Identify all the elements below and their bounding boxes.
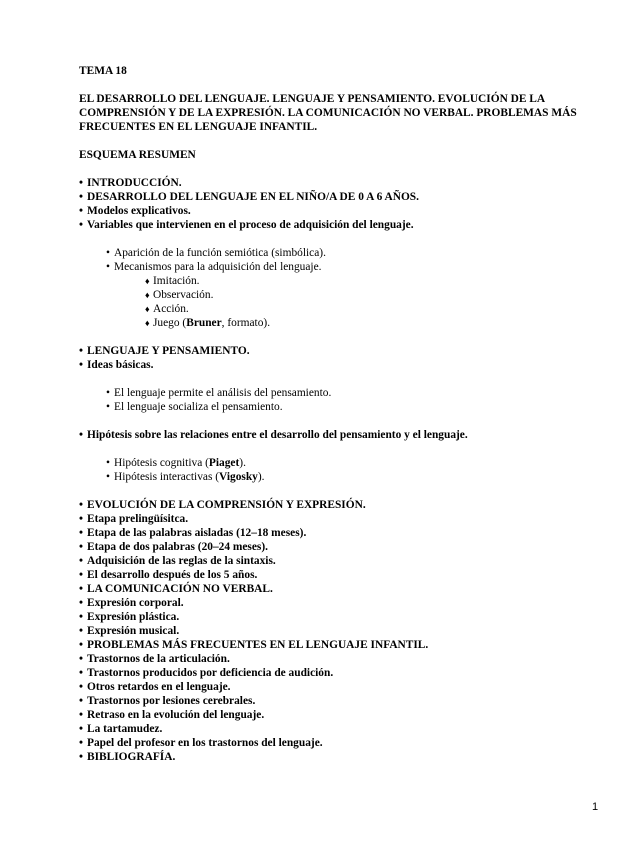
title-line: FRECUENTES EN EL LENGUAJE INFANTIL.	[79, 121, 318, 133]
outline-item: • Etapa de las palabras aisladas (12–18 meses).	[79, 527, 307, 539]
mechanism-item: ♦ Acción.	[145, 303, 189, 315]
outline-item: • EVOLUCIÓN DE LA COMPRENSIÓN Y EXPRESIÓN.	[79, 499, 366, 511]
bullet-icon: •	[79, 345, 83, 357]
diamond-icon: ♦	[145, 304, 150, 314]
mechanism-item: ♦ Observación.	[145, 289, 214, 301]
outline-item: • Expresión corporal.	[79, 597, 184, 609]
bullet-icon: •	[79, 499, 83, 511]
bullet-icon: •	[79, 555, 83, 567]
bullet-icon: •	[79, 625, 83, 637]
outline-item: • Etapa prelingüísitca.	[79, 513, 189, 525]
outline-item: • Papel del profesor en los trastornos del lenguaje.	[79, 737, 323, 749]
outline-item: • Variables que intervienen en el proceso de adquisición del lenguaje.	[79, 219, 414, 231]
bullet-icon: •	[106, 401, 110, 413]
outline-group-3	[79, 498, 579, 764]
outline-item: • Expresión musical.	[79, 625, 180, 637]
bullet-icon: •	[79, 177, 83, 189]
bullet-icon: •	[79, 583, 83, 595]
bullet-icon: •	[79, 219, 83, 231]
hypothesis-item: • Hipótesis interactivas (Vigosky).	[106, 471, 265, 483]
outline-item: • La tartamudez.	[79, 723, 163, 735]
diamond-icon: ♦	[145, 276, 150, 286]
mechanism-list	[79, 274, 579, 330]
bullet-icon: •	[106, 457, 110, 469]
outline-item: • Modelos explicativos.	[79, 205, 191, 217]
sub-item: • El lenguaje socializa el pensamiento.	[106, 401, 283, 413]
outline-item: • BIBLIOGRAFÍA.	[79, 751, 176, 763]
outline-item-hipotesis: • Hipótesis sobre las relaciones entre el desarrollo del pensamiento y el lenguaje.	[79, 429, 468, 441]
document-title	[79, 92, 579, 134]
author-name: Piaget	[208, 457, 240, 469]
outline-item: • INTRODUCCIÓN.	[79, 177, 182, 189]
outline-item: • Ideas básicas.	[79, 359, 154, 371]
outline-item: • PROBLEMAS MÁS FRECUENTES EN EL LENGUAJE INFANTIL.	[79, 639, 429, 651]
outline-item: • LA COMUNICACIÓN NO VERBAL.	[79, 583, 273, 595]
outline-group-2	[79, 344, 579, 372]
document-page	[79, 64, 579, 764]
sub-item: • Mecanismos para la adquisición del lenguaje.	[106, 261, 322, 273]
bullet-icon: •	[79, 639, 83, 651]
outline-item: • Etapa de dos palabras (20–24 meses).	[79, 541, 268, 553]
sub-item: • Aparición de la función semiótica (simbólica).	[106, 247, 326, 259]
sub-list-1	[79, 246, 579, 274]
bullet-icon: •	[79, 681, 83, 693]
outline-item: • Retraso en la evolución del lenguaje.	[79, 709, 265, 721]
bullet-icon: •	[79, 751, 83, 763]
bullet-icon: •	[79, 513, 83, 525]
diamond-icon: ♦	[145, 290, 150, 300]
mechanism-item: ♦ Imitación.	[145, 275, 200, 287]
bullet-icon: •	[79, 429, 83, 441]
author-name: Bruner	[186, 317, 222, 329]
sub-item: • El lenguaje permite el análisis del pensamiento.	[106, 387, 332, 399]
diamond-icon: ♦	[145, 318, 150, 328]
outline-group-1	[79, 176, 579, 232]
page-number: 1	[592, 801, 599, 813]
title-line: COMPRENSIÓN Y DE LA EXPRESIÓN. LA COMUNICACIÓN NO VERBAL. PROBLEMAS MÁS	[79, 107, 577, 119]
outline-item: • Otros retardos en el lenguaje.	[79, 681, 231, 693]
outline-item: • Adquisición de las reglas de la sintaxis.	[79, 555, 276, 567]
outline-item: • LENGUAJE Y PENSAMIENTO.	[79, 345, 250, 357]
author-name: Vigosky	[219, 471, 258, 483]
tema-heading: TEMA 18	[79, 65, 127, 77]
outline-item: • El desarrollo después de los 5 años.	[79, 569, 258, 581]
bullet-icon: •	[79, 191, 83, 203]
esquema-heading: ESQUEMA RESUMEN	[79, 149, 196, 161]
sub-list-2	[79, 386, 579, 414]
bullet-icon: •	[106, 247, 110, 259]
bullet-icon: •	[79, 597, 83, 609]
bullet-icon: •	[79, 653, 83, 665]
bullet-icon: •	[79, 695, 83, 707]
bullet-icon: •	[79, 611, 83, 623]
mechanism-item: ♦ Juego (Bruner, formato).	[145, 317, 271, 329]
bullet-icon: •	[79, 359, 83, 371]
bullet-icon: •	[79, 709, 83, 721]
hypothesis-list	[79, 456, 579, 484]
bullet-icon: •	[79, 723, 83, 735]
bullet-icon: •	[79, 737, 83, 749]
bullet-icon: •	[79, 527, 83, 539]
outline-item: • Trastornos producidos por deficiencia de audición.	[79, 667, 334, 679]
outline-item: • Trastornos de la articulación.	[79, 653, 230, 665]
bullet-icon: •	[106, 387, 110, 399]
outline-item: • DESARROLLO DEL LENGUAJE EN EL NIÑO/A DE 0 A 6 AÑOS.	[79, 191, 419, 203]
title-line: EL DESARROLLO DEL LENGUAJE. LENGUAJE Y PENSAMIENTO. EVOLUCIÓN DE LA	[79, 93, 546, 105]
bullet-icon: •	[79, 205, 83, 217]
bullet-icon: •	[79, 667, 83, 679]
bullet-icon: •	[79, 569, 83, 581]
outline-item: • Trastornos por lesiones cerebrales.	[79, 695, 256, 707]
bullet-icon: •	[106, 471, 110, 483]
hypothesis-item: • Hipótesis cognitiva (Piaget).	[106, 457, 246, 469]
outline-item: • Expresión plástica.	[79, 611, 180, 623]
bullet-icon: •	[106, 261, 110, 273]
bullet-icon: •	[79, 541, 83, 553]
